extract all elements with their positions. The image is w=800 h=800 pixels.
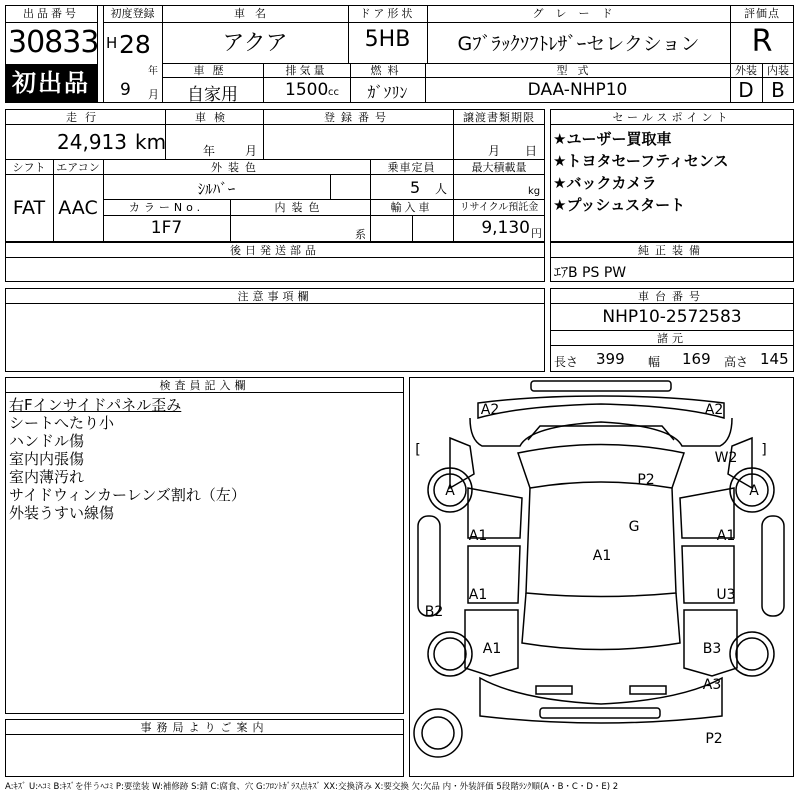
first-registration-label: 初度登録 [110,7,155,20]
car-name-label: 車名 [234,7,276,20]
interior-score: B [771,78,785,102]
recycle-label: リサイクル預託金 [459,202,539,213]
car-outline-drawing [410,378,793,776]
sales-point-item: ★トヨタセーフティセンス [553,152,729,170]
sales-point-item: ★プッシュスタート [553,196,686,214]
equipment-label: 純正装備 [638,244,706,257]
recycle-deposit: 9,130 [481,218,530,238]
shift-label: シフト [12,161,46,174]
reg-number-label: 登録番号 [324,111,392,124]
mark-a3: A3 [702,677,722,693]
car-diagram [409,377,794,777]
specs-label: 諸元 [657,332,687,345]
notes-label: 注意事項欄 [237,290,313,303]
mark-b2: B2 [424,604,444,620]
mark-a-right-wheel: A [749,483,759,499]
sales-point-item: ★バックカメラ [553,174,657,192]
exterior-score: D [738,78,754,102]
mark-w2: W2 [714,450,738,466]
car-name: アクア [222,31,288,56]
history: 自家用 [187,85,238,105]
inspection-year-unit: 年 [203,144,216,158]
month-unit: 月 [148,88,159,101]
mark-a1-left-rear: A1 [482,641,502,657]
ext-color-label: 外装色 [211,161,262,174]
lot-number: 30833 [8,25,99,60]
load-unit: kg [528,186,541,197]
first-registration-month: 9 [120,80,131,100]
capacity-unit: 人 [435,182,448,196]
fuel: ｶﾞｿﾘﾝ [367,83,408,102]
year-unit: 年 [148,66,158,77]
displacement: 1500 [285,80,329,100]
damage-legend: A:ｷｽﾞ U:ﾍｺﾐ B:ｷｽﾞを伴うﾍｺﾐ P:要塗装 W:補修跡 S:錆 C:腐食、穴 G:ﾌﾛﾝﾄｶﾞﾗｽ点ｷｽﾞ XX:交換済み X:要交換 欠:欠品 内・外装評価 5段階ﾗﾝｸ順(A・B・C・D・E) 2 [5,782,619,792]
shift: FAT [12,197,46,219]
score-label: 評価点 [744,7,780,20]
mark-a1-right-front: A1 [716,528,736,544]
inspector-note: サイドウィンカーレンズ割れ（左） [9,486,246,504]
mark-g: G [628,519,640,535]
inspector-note: 室内内張傷 [9,450,85,468]
int-color-unit: 系 [355,228,366,241]
color-number: 1F7 [150,218,183,238]
mark-bracket-left: [ [415,442,421,458]
first-registration-era: H [106,34,118,52]
mark-a2-right: A2 [704,402,724,418]
mark-p2-rear: P2 [705,731,723,747]
inspector-note: 外装うすい線傷 [9,504,115,522]
grade: Gﾌﾞﾗｯｸｿﾌﾄﾚｻﾞｰセレクション [457,33,700,55]
width-value: 169 [682,350,711,368]
inspector-note: 右Fインサイドパネル歪み [9,396,182,414]
inspector-label: 検査員記入欄 [159,379,250,392]
mark-a-left-wheel: A [445,483,455,499]
inspector-notes-list [9,396,403,522]
interior-label: 内装 [767,64,789,77]
chassis-label: 車台番号 [638,290,706,303]
mark-a1-roof: A1 [592,548,612,564]
capacity-label: 乗車定員 [387,161,436,174]
first-registration-year: 28 [119,30,151,59]
office-notice-label: 事務局よりご案内 [140,721,269,734]
mileage-label: 走行 [66,111,104,124]
ext-color: ｼﾙﾊﾞｰ [197,180,236,198]
inspector-note: シートへたり小 [9,414,115,432]
transfer-month-unit: 月 [488,144,501,158]
displacement-unit: cc [328,87,339,98]
height-label: 高さ [724,355,749,369]
transfer-deadline-label: 譲渡書類期限 [463,111,535,124]
air-conditioner: AAC [58,197,98,219]
chassis-number: NHP10-2572583 [602,307,742,327]
transfer-day-unit: 日 [525,144,538,158]
fuel-label: 燃料 [370,64,405,77]
equipment-value: ｴｱB PS PW [554,265,627,281]
mileage-unit: km [135,130,167,154]
inspector-note: 室内薄汚れ [9,468,85,486]
length-label: 長さ [554,355,579,369]
inspection-label: 車検 [195,111,233,124]
sales-point-item: ★ユーザー買取車 [553,130,672,148]
history-label: 車歴 [193,64,232,77]
mark-b3: B3 [702,641,722,657]
displacement-label: 排気量 [285,64,328,77]
mark-a1-left-rear-door: A1 [468,587,488,603]
mark-a2-left: A2 [480,402,500,418]
mark-p2-hood: P2 [637,472,655,488]
model: DAA-NHP10 [527,80,628,100]
import-label: 輸入車 [390,201,433,214]
mark-u3: U3 [716,587,736,603]
mark-a1-left-front: A1 [468,528,488,544]
inspector-note: ハンドル傷 [9,432,85,450]
sales-points-list [553,128,793,216]
mileage: 24,913 [57,130,127,154]
door-label: ドア形状 [359,7,416,20]
mark-bracket-right: ] [761,442,767,458]
model-label: 型式 [556,64,599,77]
color-number-label: カラーNo. [128,201,205,214]
exterior-label: 外装 [735,64,757,77]
inspection-month-unit: 月 [245,144,258,158]
score: R [751,24,773,59]
length-value: 399 [596,350,625,368]
int-color-label: 内装色 [274,201,326,214]
sales-points-label: セールスポイント [612,111,732,124]
recycle-unit: 円 [531,227,542,240]
later-parts-label: 後日発送部品 [230,244,320,257]
height-value: 145 [760,350,789,368]
capacity: 5 [410,178,421,197]
lot-number-label: 出品番号 [23,7,79,20]
first-listing-badge: 初出品 [5,64,97,103]
ac-label: エアコン [56,161,100,174]
max-load-label: 最大積載量 [471,161,527,174]
grade-label: グレード [532,7,625,20]
door-type: 5HB [364,27,411,52]
width-label: 幅 [648,355,661,369]
